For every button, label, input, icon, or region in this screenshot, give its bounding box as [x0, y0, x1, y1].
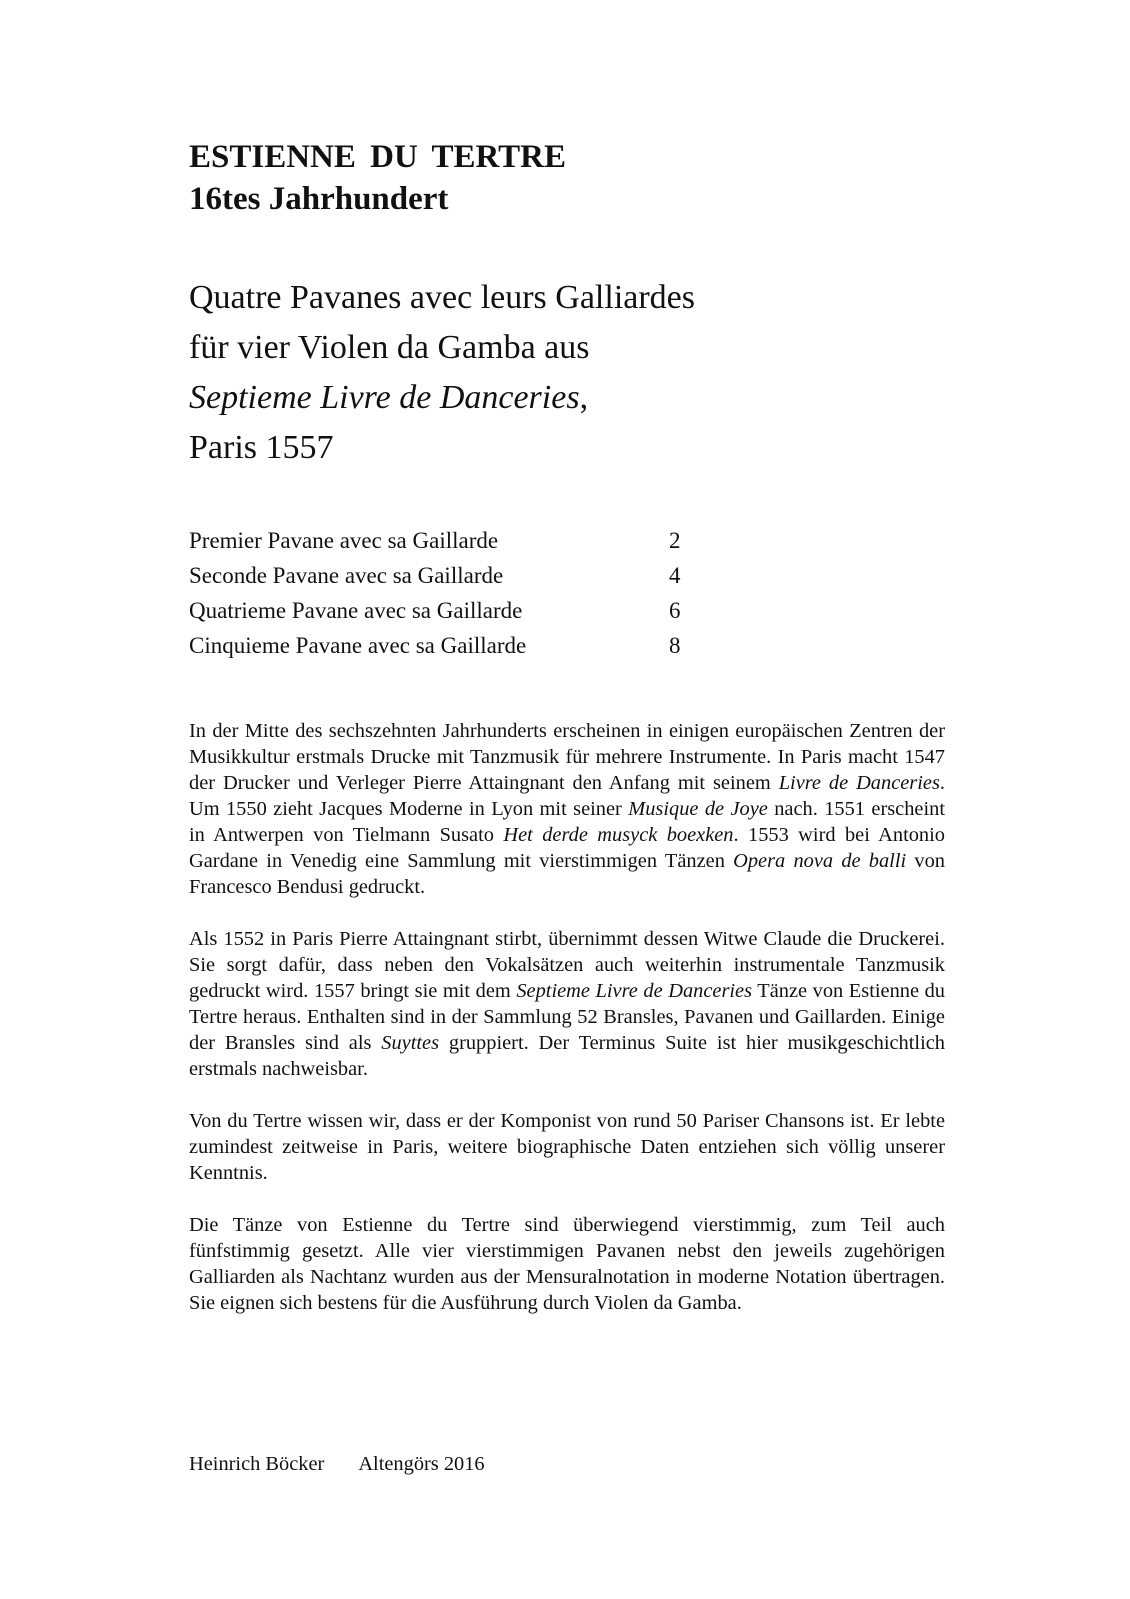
source-title: Septieme Livre de Danceries	[189, 379, 580, 416]
text-run: nach. 1551 erscheint in Antwerpen von Tielmann Susato	[189, 798, 945, 846]
book-title: Livre de Danceries	[778, 772, 940, 794]
book-title: Opera nova de balli	[733, 850, 907, 872]
toc-entry-title: Cinquieme Pavane avec sa Gaillarde	[189, 633, 527, 658]
toc-entry-page: 8	[669, 633, 681, 658]
place-year: Altengörs 2016	[358, 1453, 485, 1475]
text-run: von Francesco Bendusi gedruckt.	[189, 850, 945, 898]
work-title-line-1: Quatre Pavanes avec leurs Galliardes	[189, 279, 695, 316]
book-title: Musique de Joye	[628, 798, 768, 820]
author-name: Heinrich Böcker	[189, 1453, 325, 1475]
paragraph-biography: Von du Tertre wissen wir, dass er der Komponist von rund 50 Pariser Chansons ist. Er lebte zumindest zeitweise in Paris, weitere biographische Daten entziehen sich völlig unserer Kenntnis.	[189, 1110, 945, 1184]
toc-entry	[189, 593, 689, 628]
text-run: In der Mitte des sechszehnten Jahrhunderts erscheinen in einigen europäischen Zentren der Musikkultur erstmals Drucke mit Tanzmusik für mehrere Instrumente. In Paris macht 1547 der Drucker und Verleger Pierre Attaingnant den Anfang mit seinem	[189, 720, 945, 794]
text-run: . Um 1550 zieht Jacques Moderne in Lyon mit seiner	[189, 772, 945, 820]
toc-entry-title: Quatrieme Pavane avec sa Gaillarde	[189, 598, 523, 623]
work-title-line-3	[189, 373, 695, 423]
toc-entry-page: 2	[669, 528, 681, 553]
toc-entry-title: Seconde Pavane avec sa Gaillarde	[189, 563, 504, 588]
source-title-comma: ,	[579, 379, 589, 416]
work-title	[189, 273, 695, 473]
toc-entry-title: Premier Pavane avec sa Gaillarde	[189, 528, 499, 553]
century-subtitle: 16tes Jahrhundert	[189, 181, 449, 217]
book-title: Septieme Livre de Danceries	[516, 980, 753, 1002]
term-italic: Suyttes	[381, 1032, 440, 1054]
work-title-line-2: für vier Violen da Gamba aus	[189, 329, 590, 366]
toc-entry-page: 4	[669, 563, 681, 588]
paragraph-edition: Die Tänze von Estienne du Tertre sind überwiegend vierstimmig, zum Teil auch fünfstimmig gesetzt. Alle vier vierstimmigen Pavanen nebst den jeweils zugehörigen Galliarden als Nachtanz wurden aus der Mensuralnotation in moderne Notation übertragen. Sie eignen sich bestens für die Ausführung durch Violen da Gamba.	[189, 1214, 945, 1314]
paragraph-history	[189, 718, 945, 900]
text-run: gruppiert. Der Terminus Suite ist hier musikgeschichtlich erstmals nachweisbar.	[189, 1032, 945, 1080]
work-title-line-4: Paris 1557	[189, 429, 334, 466]
book-title: Het derde musyck boexken	[503, 824, 734, 846]
toc-entry	[189, 558, 689, 593]
toc-entry	[189, 628, 689, 663]
text-run: . 1553 wird bei Antonio Gardane in Venedig eine Sammlung mit vierstimmigen Tänzen	[189, 824, 945, 872]
paragraph-publication	[189, 926, 945, 1082]
toc-entry	[189, 523, 689, 558]
composer-name: ESTIENNE DU TERTRE	[189, 139, 567, 175]
table-of-contents	[189, 523, 689, 663]
text-run: Als 1552 in Paris Pierre Attaingnant stirbt, übernimmt dessen Witwe Claude die Druckerei. Sie sorgt dafür, dass neben den Vokalsätzen auch weiterhin instrumentale Tanzmusik gedruckt wird. 1557 bringt sie mit dem	[189, 928, 945, 1002]
signature	[189, 1451, 485, 1477]
body-text	[189, 718, 945, 1342]
toc-entry-page: 6	[669, 598, 681, 623]
text-run: Tänze von Estienne du Tertre heraus. Enthalten sind in der Sammlung 52 Bransles, Pavanen und Gaillarden. Einige der Bransles sind als	[189, 980, 945, 1054]
